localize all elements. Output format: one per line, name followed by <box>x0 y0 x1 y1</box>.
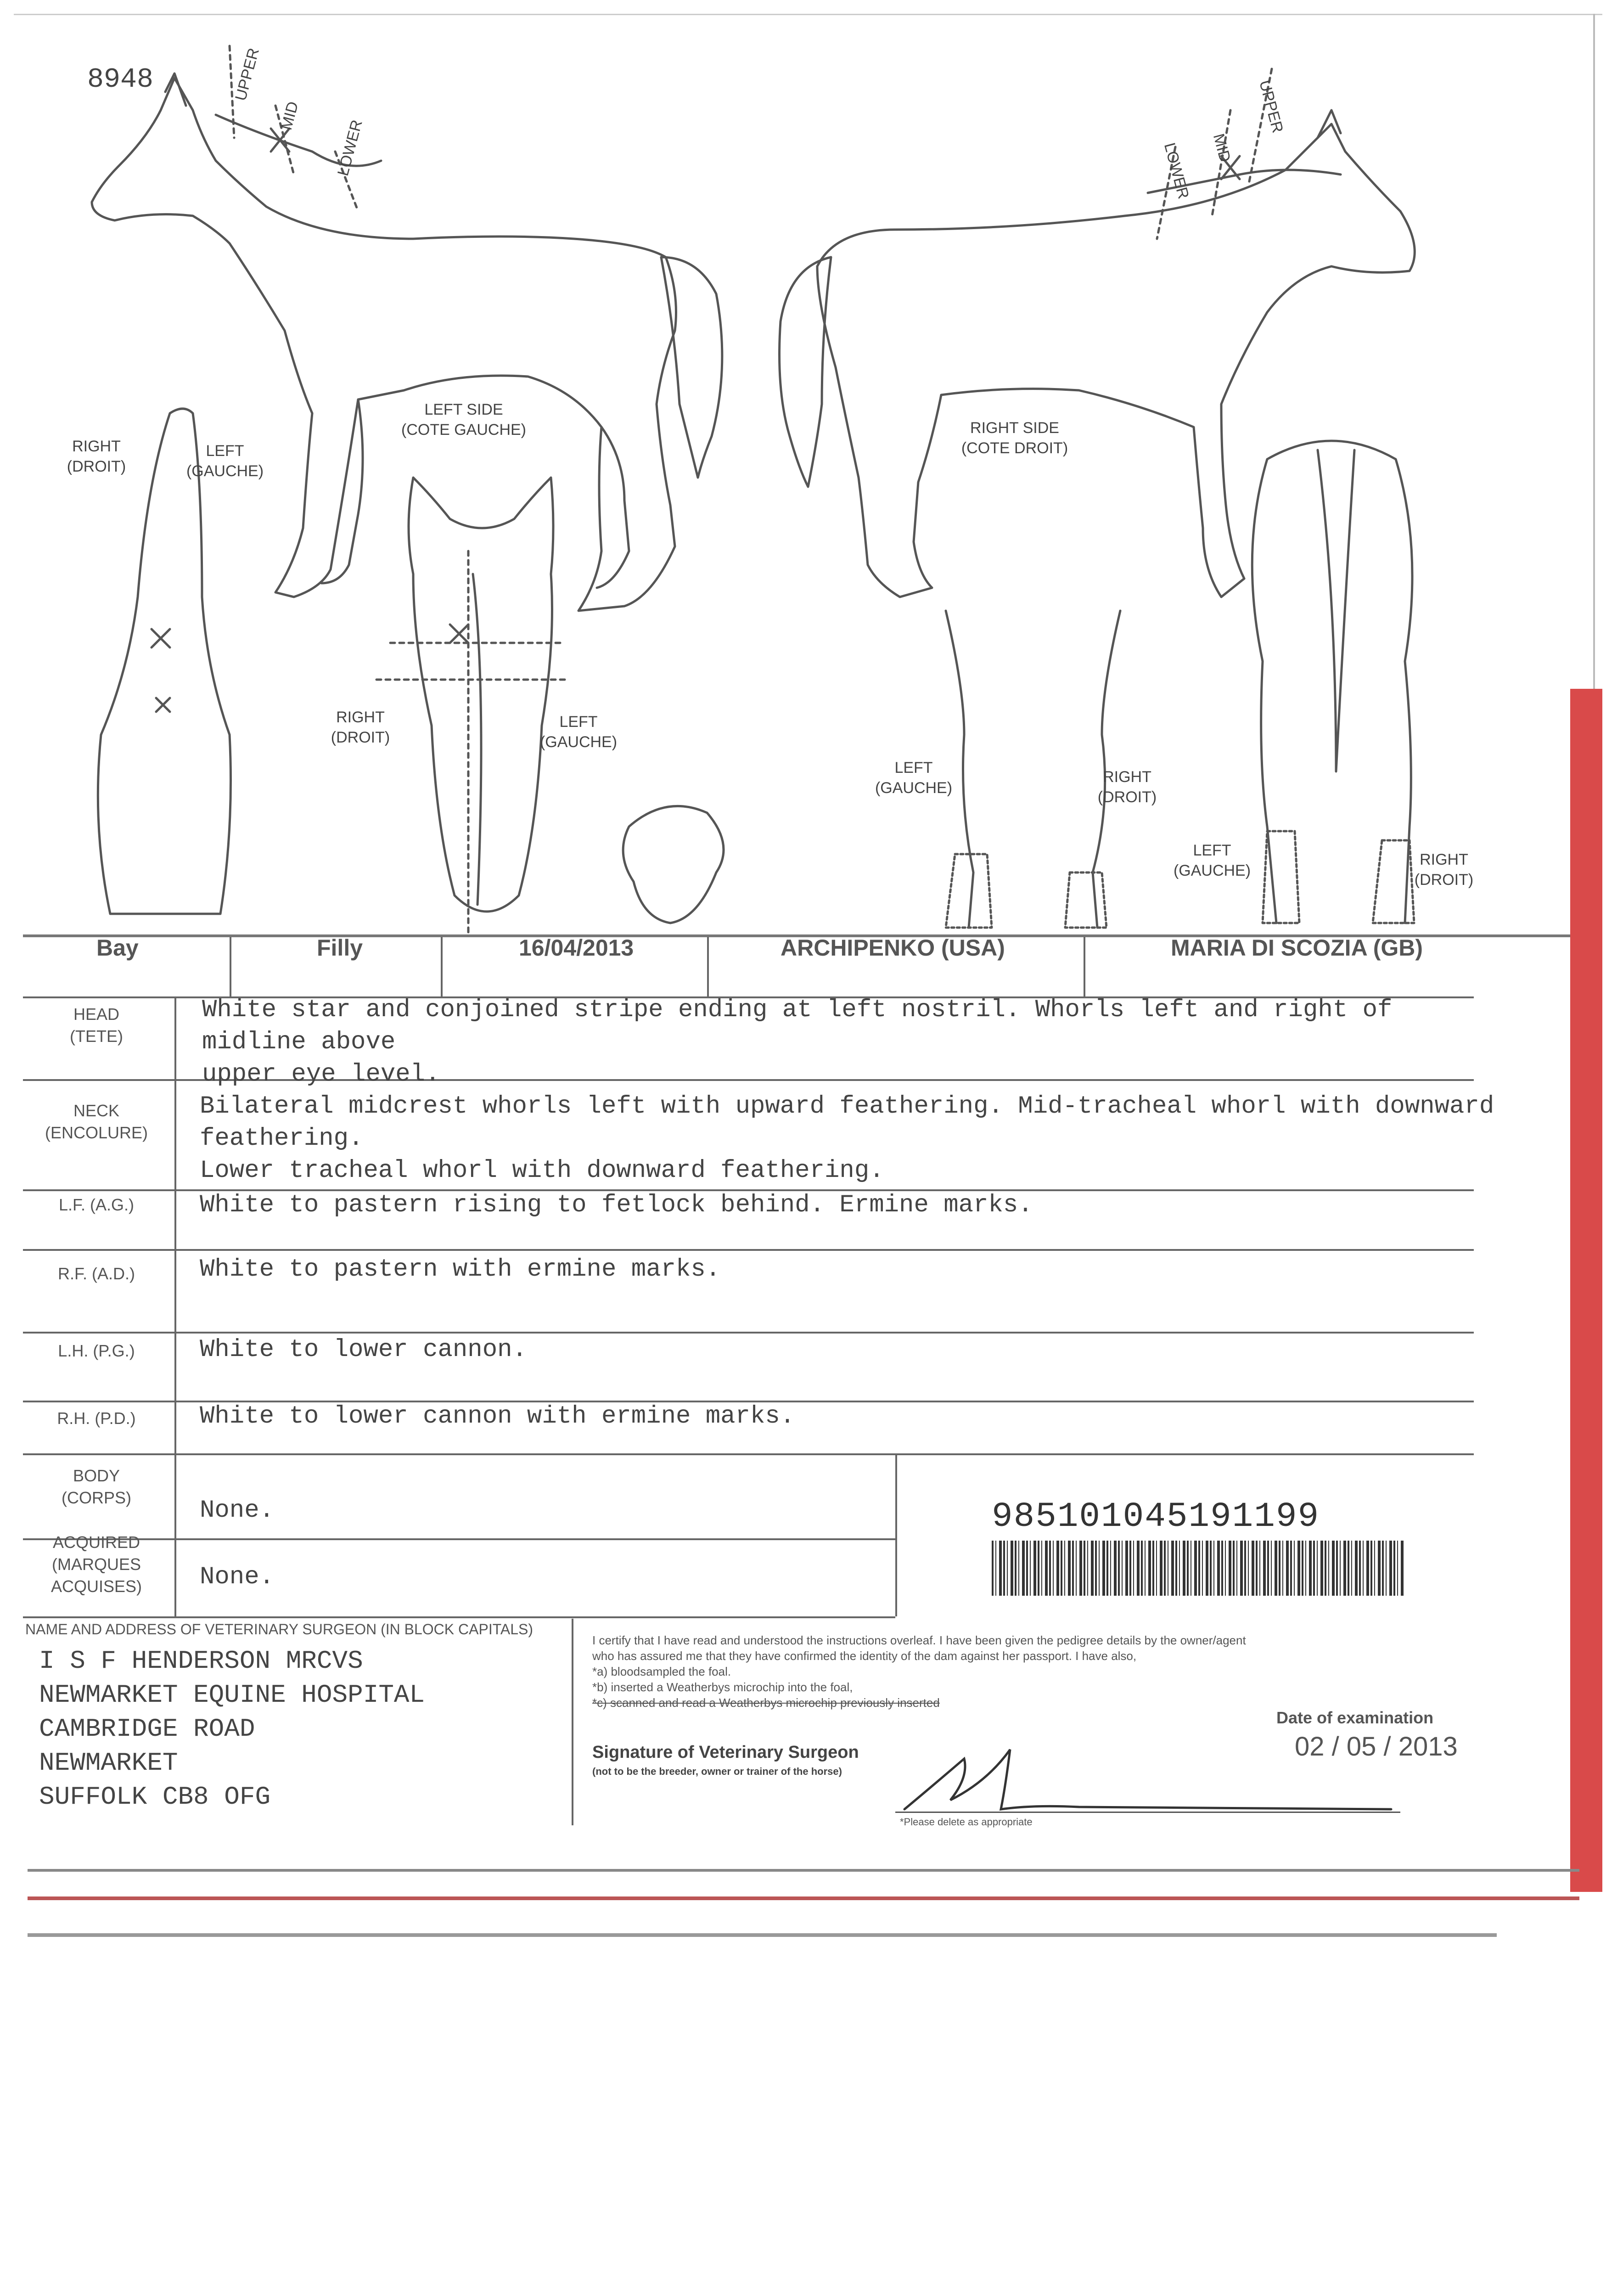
label-head-right-en: RIGHT <box>336 709 385 726</box>
label-lower-left: LOWER <box>334 118 366 178</box>
label-front-right <box>1088 767 1166 807</box>
summary-colour: Bay <box>96 935 139 961</box>
label-right-side-fr: (COTE DROIT) <box>961 439 1068 457</box>
vet-heading: NAME AND ADDRESS OF VETERINARY SURGEON (IN BLOCK CAPITALS) <box>25 1621 534 1638</box>
label-neck-left-en: LEFT <box>206 442 244 460</box>
row-label-body <box>28 1465 165 1509</box>
label-left-side-en: LEFT SIDE <box>424 401 503 418</box>
row-value-lh: White to lower cannon. <box>200 1336 527 1364</box>
delete-note: *Please delete as appropriate <box>900 1816 1033 1828</box>
row-label-body-fr: (CORPS) <box>62 1488 131 1507</box>
row-value-acquired: None. <box>200 1563 275 1591</box>
label-right-side-en: RIGHT SIDE <box>970 419 1059 437</box>
row-label-acquired-fr: (MARQUES ACQUISES) <box>51 1555 142 1596</box>
row-label-acquired-en: ACQUIRED <box>52 1533 140 1552</box>
label-head-right-fr: (DROIT) <box>331 729 390 746</box>
date-value: 02 / 05 / 2013 <box>1295 1732 1458 1761</box>
summary-dam: MARIA DI SCOZIA (GB) <box>1171 935 1423 961</box>
row-label-head <box>28 1003 165 1047</box>
page-bottom-edge-2 <box>28 1896 1579 1900</box>
row-label-lh: L.H. (P.G.) <box>58 1341 135 1360</box>
summary-dob: 16/04/2013 <box>519 935 634 961</box>
label-head-left <box>537 712 620 752</box>
row-label-rh: R.H. (P.D.) <box>57 1409 136 1428</box>
label-upper-left: UPPER <box>232 46 263 103</box>
label-lower-right: LOWER <box>1160 141 1192 201</box>
row-value-lf: White to pastern rising to fetlock behind. Ermine marks. <box>200 1191 1033 1219</box>
label-right-side <box>937 418 1093 458</box>
page-bottom-edge <box>28 1869 1579 1872</box>
date-label: Date of examination <box>1276 1708 1434 1727</box>
cert-option-b: *b) inserted a Weatherbys microchip into the foal, <box>592 1680 853 1694</box>
label-front-right-en: RIGHT <box>1103 768 1151 786</box>
left-horse-tail <box>661 257 722 478</box>
row-label-body-en: BODY <box>73 1466 120 1485</box>
cert-line-1: I certify that I have read and understood the instructions overleaf. I have been given the pedigree details by the owner/agent <box>592 1633 1246 1647</box>
row-label-neck-en: NECK <box>73 1101 120 1120</box>
summary-sire: ARCHIPENKO (USA) <box>781 935 1005 961</box>
label-head-left-fr: (GAUCHE) <box>539 733 618 751</box>
label-head-right <box>321 707 399 748</box>
neck-underside-whorl-x2 <box>156 698 170 712</box>
label-neck-left-fr: (GAUCHE) <box>186 462 264 480</box>
label-front-left-fr: (GAUCHE) <box>875 779 953 797</box>
summary-divider-4 <box>1084 937 1085 996</box>
label-front-right-fr: (DROIT) <box>1097 788 1157 806</box>
cert-line-2: who has assured me that they have confirmed the identity of the dam against her passport. I have also, <box>592 1649 1137 1663</box>
label-neck-left <box>184 441 266 481</box>
label-rear-left-en: LEFT <box>1193 842 1231 859</box>
row-value-head: White star and conjoined stripe ending at left nostril. Whorls left and right of midline above upper eye level. <box>202 996 1393 1088</box>
summary-divider-3 <box>707 937 709 996</box>
label-neck-right <box>60 436 133 477</box>
page-bottom-edge-3 <box>28 1933 1497 1937</box>
row-line-4 <box>23 1332 1474 1334</box>
row-label-lf: L.F. (A.G.) <box>58 1195 135 1214</box>
row-line-6 <box>23 1453 1474 1455</box>
row-line-3 <box>23 1249 1474 1251</box>
row-label-head-en: HEAD <box>73 1005 120 1024</box>
label-head-left-en: LEFT <box>559 713 598 731</box>
rear-outline <box>1252 441 1412 923</box>
label-neck-right-en: RIGHT <box>72 438 121 455</box>
neck-underside-outline <box>98 409 230 914</box>
label-column-divider <box>174 996 176 1616</box>
label-left-side <box>386 400 542 440</box>
neck-underside-whorl-x <box>152 629 170 647</box>
right-horse-tail <box>780 257 831 487</box>
signature-label: Signature of Veterinary Surgeon <box>592 1743 859 1762</box>
left-side-horse-outline <box>92 78 676 611</box>
head-stripe <box>473 574 481 905</box>
label-front-left <box>872 758 955 798</box>
label-front-left-en: LEFT <box>894 759 933 777</box>
cert-option-a: *a) bloodsampled the foal. <box>592 1665 731 1678</box>
left-horse-front-legs <box>321 400 363 583</box>
row-label-rf: R.F. (A.D.) <box>58 1264 135 1283</box>
summary-divider-1 <box>230 937 231 996</box>
row-label-neck <box>28 1100 165 1144</box>
label-rear-left <box>1171 840 1253 881</box>
label-rear-right-fr: (DROIT) <box>1414 871 1474 889</box>
rear-tail <box>1318 450 1354 771</box>
row-value-rf: White to pastern with ermine marks. <box>200 1255 721 1283</box>
summary-divider-2 <box>441 937 443 996</box>
row-value-body: None. <box>200 1497 275 1525</box>
front-right-leg-white <box>1065 872 1106 928</box>
label-rear-left-fr: (GAUCHE) <box>1173 862 1251 879</box>
head-whorl-x <box>450 625 468 643</box>
vet-address: I S F HENDERSON MRCVS NEWMARKET EQUINE HOSPITAL CAMBRIDGE ROAD NEWMARKET SUFFOLK CB8 OFG <box>39 1646 425 1812</box>
label-rear-right-en: RIGHT <box>1420 851 1468 868</box>
left-horse-hind-leg-inner <box>597 427 629 588</box>
signature-note: (not to be the breeder, owner or trainer of the horse) <box>592 1766 842 1777</box>
label-rear-right <box>1405 850 1483 890</box>
certification-text <box>592 1632 1465 1711</box>
microchip-box-divider <box>895 1453 897 1616</box>
microchip-number: 985101045191199 <box>992 1497 1320 1536</box>
microchip-barcode <box>992 1541 1405 1596</box>
label-neck-right-fr: (DROIT) <box>67 458 126 475</box>
cert-option-c: *c) scanned and read a Weatherbys microchip previously inserted <box>592 1696 940 1710</box>
label-mid-left: MID <box>277 99 302 132</box>
muzzle-outline <box>623 806 724 923</box>
document-number: 8948 <box>87 64 154 96</box>
row-label-neck-fr: (ENCOLURE) <box>45 1123 148 1142</box>
signature-line <box>895 1812 1400 1813</box>
label-mid-right: MID <box>1209 131 1234 164</box>
row-line-8 <box>23 1616 895 1618</box>
label-left-side-fr: (COTE GAUCHE) <box>401 421 526 439</box>
row-value-rh: White to lower cannon with ermine marks. <box>200 1402 795 1430</box>
summary-sex: Filly <box>317 935 363 961</box>
row-label-acquired <box>28 1531 165 1598</box>
row-value-neck: Bilateral midcrest whorls left with upward feathering. Mid-tracheal whorl with downward feathering. Lower tracheal whorl with downward feathering. <box>200 1092 1494 1185</box>
label-upper-right: UPPER <box>1256 78 1287 135</box>
row-label-head-fr: (TETE) <box>70 1027 123 1046</box>
vet-section-divider <box>572 1619 573 1825</box>
